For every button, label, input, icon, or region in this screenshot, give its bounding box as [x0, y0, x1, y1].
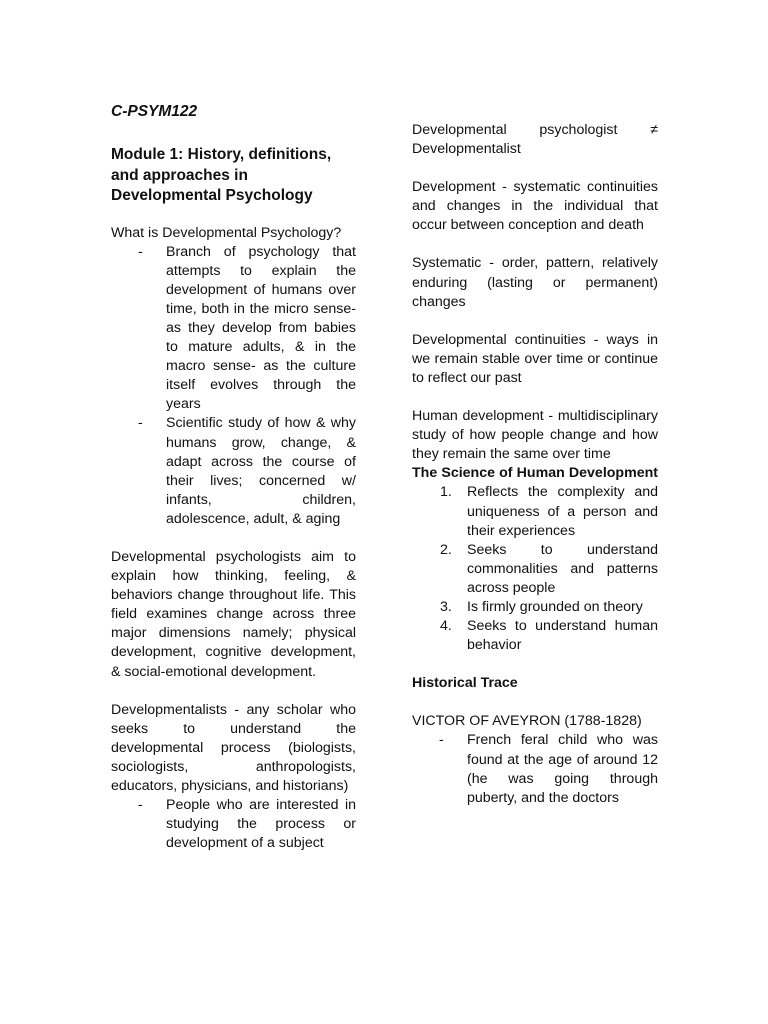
dash-marker: -	[138, 415, 143, 432]
developmentalists-paragraph: Developmentalists - any scholar who seeks to understand the developmental process (biologists, sociologists, anthropologists, educators, physicians, and historians)	[111, 701, 356, 795]
historical-trace-title: Historical Trace	[412, 675, 518, 692]
list-item-text: Is firmly grounded on theory	[467, 598, 643, 615]
list-item-text: Seeks to understand commonalities and patterns across people	[467, 541, 658, 596]
list-number: 1.	[440, 484, 452, 501]
right-column	[412, 121, 658, 808]
aim-paragraph: Developmental psychologists aim to explain how thinking, feeling, & behaviors change throughout life. This field examines change across three major dimensions namely; physical development, cognitive development, & social-emotional development.	[111, 549, 356, 680]
human-development-definition: Human development - multidisciplinary study of how people change and how they remain the same over time	[412, 408, 658, 463]
list-item-text: Seeks to understand human behavior	[467, 618, 658, 654]
list-item	[412, 483, 658, 540]
list-item-text: Reflects the complexity and uniqueness of a person and their experiences	[467, 484, 658, 539]
left-column	[111, 101, 356, 853]
psychologist-vs-developmentalist: Developmental psychologist ≠ Developmentalist	[412, 122, 658, 158]
victor-heading: VICTOR OF AVEYRON (1788-1828)	[412, 713, 642, 730]
list-item	[412, 731, 658, 807]
developmentalists-note: People who are interested in studying the process or development of a subject	[166, 797, 356, 852]
dash-marker: -	[138, 797, 143, 814]
list-item	[412, 617, 658, 655]
science-section-title: The Science of Human Development	[412, 465, 658, 482]
systematic-definition: Systematic - order, pattern, relatively enduring (lasting or permanent) changes	[412, 255, 658, 310]
dash-marker: -	[138, 243, 143, 260]
list-item	[412, 598, 658, 617]
definition-list	[111, 243, 356, 529]
list-number: 2.	[440, 541, 452, 558]
list-number: 4.	[440, 618, 452, 635]
list-item	[111, 796, 356, 853]
science-list	[412, 483, 658, 655]
victor-note: French feral child who was found at the age of around 12 (he was going through puberty, and the doctors	[467, 732, 658, 806]
list-item	[412, 541, 658, 598]
continuities-definition: Developmental continuities - ways in we remain stable over time or continue to reflect our past	[412, 331, 658, 386]
question-heading: What is Developmental Psychology?	[111, 224, 342, 241]
dash-marker: -	[439, 732, 444, 749]
developmentalists-list	[111, 796, 356, 853]
definition-text: Scientific study of how & why humans grow, change, & adapt across the course of their lives; concerned w/ infants, children, adolescence, adult, & aging	[166, 415, 356, 527]
module-title: Module 1: History, definitions, and approaches in Developmental Psychology	[111, 146, 332, 204]
definition-text: Branch of psychology that attempts to explain the development of humans over time, both in the micro sense- as they develop from babies to mature adults, & in the macro sense- as the culture itself evolves through the years	[166, 243, 356, 413]
list-item	[111, 243, 356, 415]
list-number: 3.	[440, 598, 452, 615]
list-item	[111, 414, 356, 529]
development-definition: Development - systematic continuities and changes in the individual that occur between conception and death	[412, 179, 658, 234]
course-code: C-PSYM122	[111, 103, 198, 120]
victor-list	[412, 731, 658, 807]
